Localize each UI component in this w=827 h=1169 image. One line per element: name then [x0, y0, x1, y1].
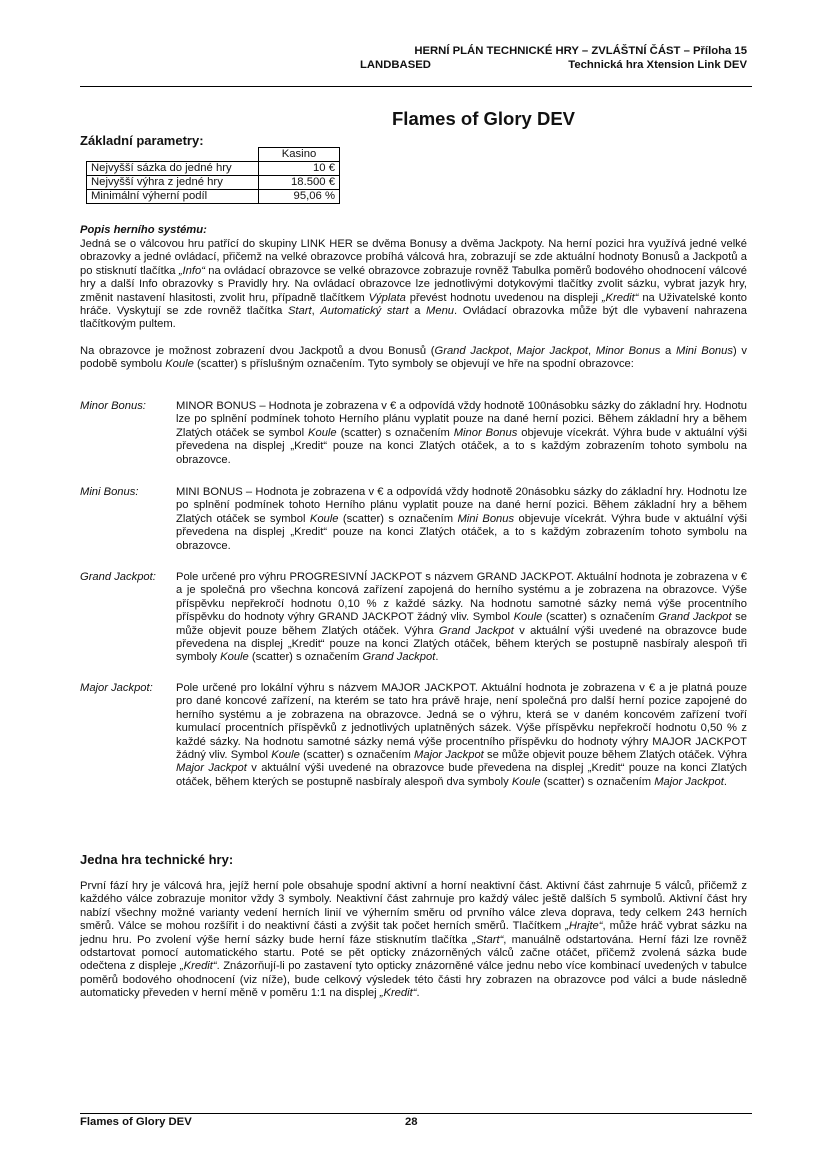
definition-mini-bonus	[80, 486, 747, 553]
header-right: Technická hra Xtension Link DEV	[568, 59, 747, 71]
page-header	[80, 44, 747, 72]
basic-params-heading: Základní parametry:	[80, 133, 204, 148]
definition-body: MINOR BONUS – Hodnota je zobrazena v € a odpovídá vždy hodnotě 100násobku sázky do základní hry. Hodnotu lze po splnění podmínek tohoto Herního plánu vyplatit pouze na dané herní pozici. Během základní hry a během Zlatých otáček se symbol Koule (scatter) s označením Minor Bonus objevuje vícekrát. Výhra bude v aktuální výši převedena na displej „Kredit“ pouze na konci Zlatých otáček, a to s každým zobrazením tohoto symbolu na obrazovce.	[176, 400, 747, 466]
header-left: LANDBASED	[360, 59, 431, 71]
definition-term: Grand Jackpot:	[80, 571, 156, 583]
param-label: Nejvyšší výhra z jedné hry	[87, 176, 259, 190]
definition-major-jackpot	[80, 682, 747, 789]
one-game-paragraph: První fází hry je válcová hra, jejíž herní pole obsahuje spodní aktivní a horní neaktivní část. Aktivní část zahrnuje 5 válců, přičemž z každého válce zobrazuje monitor vždy 3 symboly. Neaktivní část zahrnuje pro každý válec ještě dalších 5 symbolů. Aktivní část hry nabízí všechny možné varianty vedení herních linií ve výherním směru od prvního válce zleva doprava, tedy celkem 243 herních směrů. Válce se mohou rozšířit i do neaktivní části a zvýšit tak počet herních směrů. Tlačítkem „Hrajte“, může hráč vybrat sázku na jednu hru. Po zvolení výše herní sázky bude herní fáze stisknutím tlačítka „Start“, manuálně odstartována. Herní fázi lze rovněž odstartovat pomocí automatického startu. Poté se pět opticky znázorněných válců začne otáčet, přičemž zvolená sázka bude odečtena z displeje „Kredit“. Znázorňují-li po zastavení tyto opticky znázorněné válce jednu nebo více kombinací uvedených v tabulce poměrů bodového ohodnocení (viz níže), bude celkový výsledek této části hry zobrazen na obrazovce pod válci a bude následně automaticky převeden v herní měně v poměru 1:1 na displej „Kredit“.	[80, 880, 748, 1000]
system-paragraph-1: Jedná se o válcovou hru patřící do skupiny LINK HER se dvěma Bonusy a dvěma Jackpoty. Na herní pozici hra využívá jedné velké obrazovky a jedné ovládací, přičemž na velké obrazovce probíhá válcová hra, zobrazují se zde aktuální hodnoty Bonusů a Jackpotů a po stisknutí tlačítka „Info“ na ovládací obrazovce se velké obrazovce zobrazuje rovněž Tabulka poměrů bodového ohodnocení válcové hry a další Info obrazovky s Pravidly hry. Na ovládací obrazovce lze jednotlivými dotykovými tlačítky zvolit sázku, vybrat jazyk hry, změnit nastavení hlasitosti, zvolit hru, případně tlačítkem Výplata převést hodnotu uvedenou na displeji „Kredit“ na Uživatelské konto hráče. Vyskytují se zde rovněž tlačítka Start, Automatický start a Menu. Ovládací obrazovka může být dle vybavení nahrazena tlačítkovým pultem.	[80, 238, 747, 331]
system-heading: Popis herního systému:	[80, 224, 207, 236]
definition-grand-jackpot	[80, 571, 747, 665]
header-divider	[80, 86, 752, 87]
param-value: 95,06 %	[259, 190, 340, 204]
page-number: 28	[405, 1116, 418, 1128]
definition-body: Pole určené pro lokální výhru s názvem MAJOR JACKPOT. Aktuální hodnota je zobrazena v € a je platná pouze pro dané koncové zařízení, na kterém se tato hra právě hraje, není společná pro další herní pozice zapojené do herního systému a je zobrazena na obrazovce. Jedná se o výhru, která se v daném koncovém zařízení tvoří kumulací procentních příspěvků z jednotlivých uplatněných sázek. Výše příspěvku nepřekročí hodnotu 0,50 % z každé sázky. Na hodnotu samotné sázky nemá výše procentního příspěvku do hodnoty výhry MAJOR JACKPOT žádný vliv. Symbol Koule (scatter) s označením Major Jackpot se může objevit pouze během Zlatých otáček. Výhra Major Jackpot v aktuální výši uvedené na obrazovce bude převedena na displej „Kredit“ pouze na konci Zlatých otáček, během kterých se postupně nasbíraly alespoň dva symboly Koule (scatter) s označením Major Jackpot.	[176, 682, 748, 788]
header-title: HERNÍ PLÁN TECHNICKÉ HRY – ZVLÁŠTNÍ ČÁST – Příloha 15	[414, 45, 747, 57]
param-label: Minimální výherní podíl	[87, 190, 259, 204]
param-value: 18.500 €	[259, 176, 340, 190]
definition-term: Mini Bonus:	[80, 486, 139, 498]
footer-title: Flames of Glory DEV	[80, 1116, 192, 1128]
column-header: Kasino	[259, 148, 340, 162]
one-game-heading: Jedna hra technické hry:	[80, 852, 234, 867]
param-label: Nejvyšší sázka do jedné hry	[87, 162, 259, 176]
basic-params-table	[86, 147, 340, 204]
definition-term: Major Jackpot:	[80, 682, 153, 694]
definition-term: Minor Bonus:	[80, 400, 146, 412]
definition-body: MINI BONUS – Hodnota je zobrazena v € a odpovídá vždy hodnotě 20násobku sázky do základní hry. Hodnotu lze po splnění podmínek tohoto Herního plánu vyplatit pouze na dané herní pozici. Během základní hry a během Zlatých otáček se symbol Koule (scatter) s označením Mini Bonus objevuje vícekrát. Výhra bude v aktuální výši převedena na displej „Kredit“ pouze na konci Zlatých otáček, a to s každým zobrazením tohoto symbolu na obrazovce.	[176, 486, 747, 552]
footer-divider	[80, 1113, 752, 1114]
table-row	[87, 162, 340, 176]
table-row	[87, 190, 340, 204]
definition-body: Pole určené pro výhru PROGRESIVNÍ JACKPOT s názvem GRAND JACKPOT. Aktuální hodnota je zobrazena v € a je společná pro všechna koncová zařízení zapojená do herního systému a je zobrazena na obrazovce. Výše příspěvku nepřekročí hodnotu 0,10 % z každé sázky. Na hodnotu samotné sázky nemá výše procentního příspěvku do hodnoty výhry GRAND JACKPOT žádný vliv. Symbol Koule (scatter) s označením Grand Jackpot se může objevit pouze během Zlatých otáček. Výhra Grand Jackpot v aktuální výši uvedené na obrazovce bude převedena na displej „Kredit“ pouze na konci Zlatých otáček, během kterých se postupně nasbíraly alespoň tři symboly Koule (scatter) s označením Grand Jackpot.	[176, 571, 747, 664]
definition-minor-bonus	[80, 400, 747, 467]
system-paragraph-2: Na obrazovce je možnost zobrazení dvou Jackpotů a dvou Bonusů (Grand Jackpot, Major Jackpot, Minor Bonus a Mini Bonus) v podobě symbolu Koule (scatter) s příslušným označením. Tyto symboly se objevují ve hře na spodní obrazovce:	[80, 345, 748, 371]
page-title: Flames of Glory DEV	[392, 108, 575, 129]
param-value: 10 €	[259, 162, 340, 176]
table-row	[87, 176, 340, 190]
